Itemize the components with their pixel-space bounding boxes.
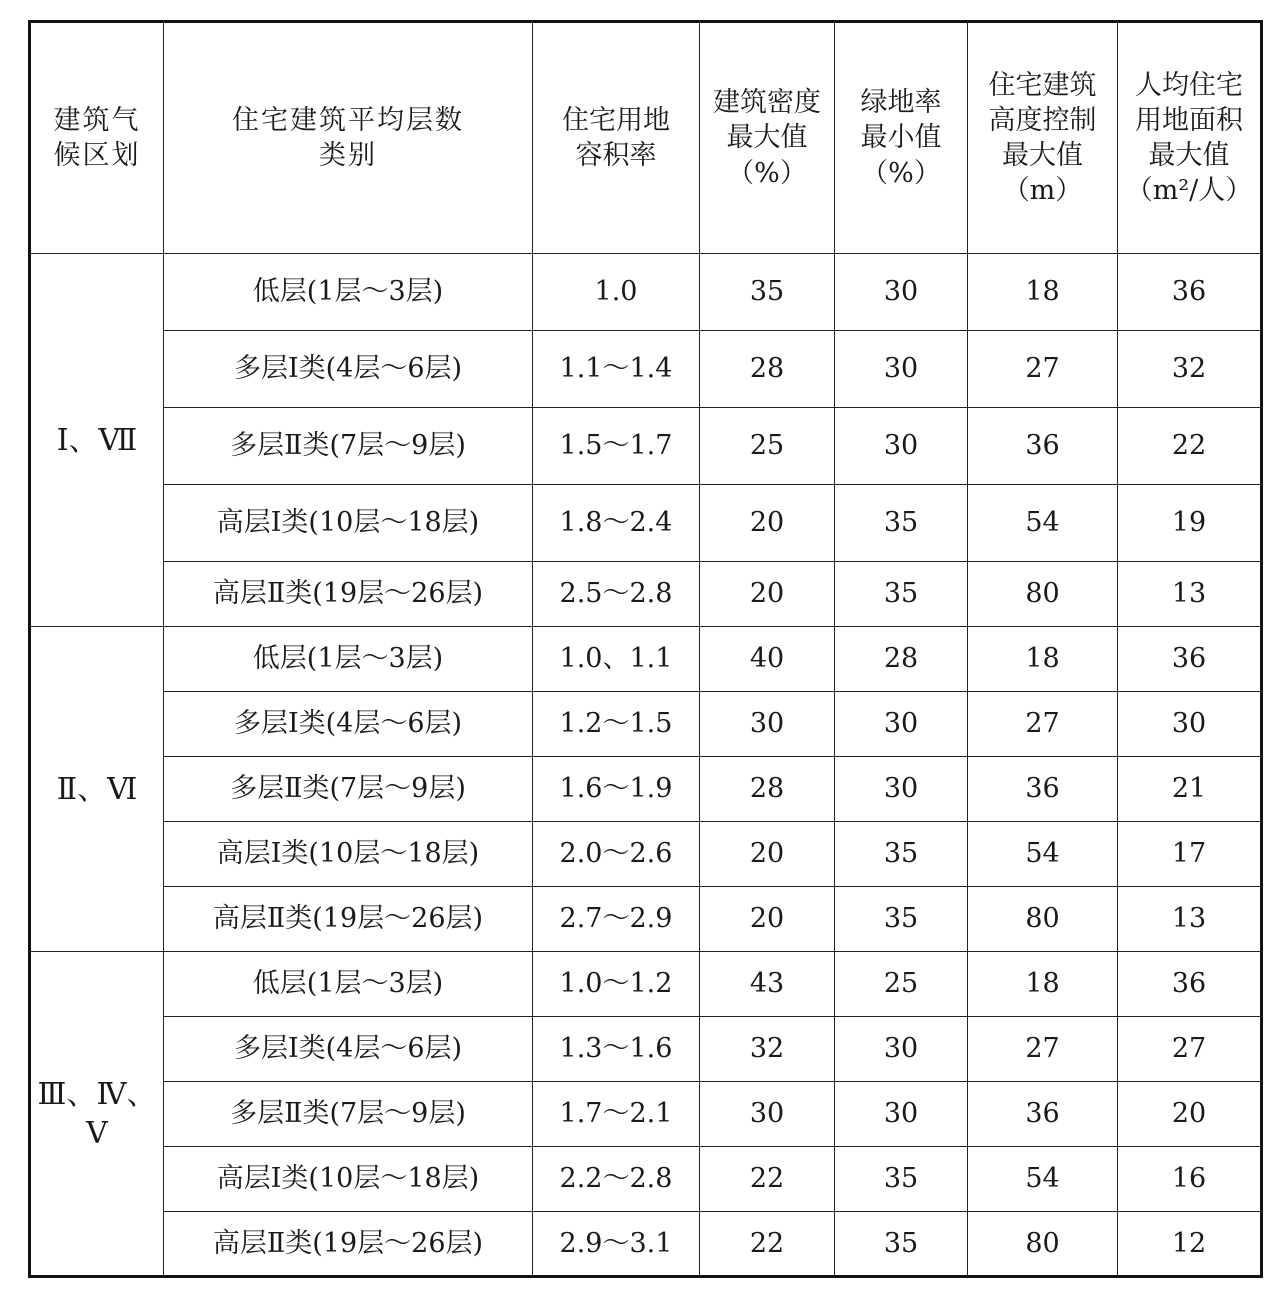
category-cell: 多层Ⅰ类(4层～6层) — [164, 1017, 533, 1082]
height-cell: 18 — [968, 254, 1118, 331]
density-cell: 35 — [700, 254, 835, 331]
green-cell: 30 — [835, 408, 968, 485]
category-cell: 多层Ⅱ类(7层～9层) — [164, 408, 533, 485]
area-cell: 16 — [1118, 1147, 1262, 1212]
area-cell: 22 — [1118, 408, 1262, 485]
area-cell: 13 — [1118, 562, 1262, 627]
category-cell: 低层(1层～3层) — [164, 627, 533, 692]
green-cell: 35 — [835, 562, 968, 627]
table-row — [30, 822, 1262, 887]
height-cell: 80 — [968, 562, 1118, 627]
zone-cell: Ⅱ、Ⅵ — [30, 627, 164, 952]
area-cell: 36 — [1118, 254, 1262, 331]
density-cell: 20 — [700, 485, 835, 562]
density-cell: 30 — [700, 692, 835, 757]
green-cell: 25 — [835, 952, 968, 1017]
far-cell: 1.1～1.4 — [533, 331, 700, 408]
table-row — [30, 485, 1262, 562]
residential-land-control-table — [28, 20, 1263, 1278]
density-cell: 32 — [700, 1017, 835, 1082]
category-cell: 高层Ⅱ类(19层～26层) — [164, 887, 533, 952]
density-cell: 28 — [700, 757, 835, 822]
height-cell: 36 — [968, 757, 1118, 822]
density-cell: 25 — [700, 408, 835, 485]
green-cell: 35 — [835, 1147, 968, 1212]
height-cell: 27 — [968, 331, 1118, 408]
area-cell: 32 — [1118, 331, 1262, 408]
height-cell: 54 — [968, 1147, 1118, 1212]
area-cell: 20 — [1118, 1082, 1262, 1147]
density-cell: 20 — [700, 887, 835, 952]
table-row — [30, 757, 1262, 822]
far-cell: 2.2～2.8 — [533, 1147, 700, 1212]
far-cell: 1.5～1.7 — [533, 408, 700, 485]
table-row — [30, 331, 1262, 408]
category-cell: 多层Ⅱ类(7层～9层) — [164, 1082, 533, 1147]
height-cell: 18 — [968, 627, 1118, 692]
area-cell: 13 — [1118, 887, 1262, 952]
green-cell: 35 — [835, 822, 968, 887]
far-cell: 1.0 — [533, 254, 700, 331]
category-cell: 高层Ⅱ类(19层～26层) — [164, 562, 533, 627]
header-green: 绿地率 最小值 （%） — [835, 22, 968, 254]
height-cell: 36 — [968, 1082, 1118, 1147]
table-row — [30, 1147, 1262, 1212]
far-cell: 1.8～2.4 — [533, 485, 700, 562]
height-cell: 80 — [968, 1212, 1118, 1277]
far-cell: 1.7～2.1 — [533, 1082, 700, 1147]
table-row — [30, 627, 1262, 692]
height-cell: 18 — [968, 952, 1118, 1017]
table-row — [30, 1017, 1262, 1082]
table-row — [30, 887, 1262, 952]
area-cell: 17 — [1118, 822, 1262, 887]
header-area: 人均住宅 用地面积 最大值 （m²/人） — [1118, 22, 1262, 254]
height-cell: 54 — [968, 822, 1118, 887]
green-cell: 28 — [835, 627, 968, 692]
header-zone: 建筑气 候区划 — [30, 22, 164, 254]
far-cell: 2.0～2.6 — [533, 822, 700, 887]
table-row — [30, 692, 1262, 757]
category-cell: 高层Ⅰ类(10层～18层) — [164, 485, 533, 562]
header-density: 建筑密度 最大值 （%） — [700, 22, 835, 254]
table-row — [30, 1212, 1262, 1277]
far-cell: 2.9～3.1 — [533, 1212, 700, 1277]
density-cell: 20 — [700, 822, 835, 887]
area-cell: 12 — [1118, 1212, 1262, 1277]
area-cell: 21 — [1118, 757, 1262, 822]
category-cell: 多层Ⅱ类(7层～9层) — [164, 757, 533, 822]
area-cell: 36 — [1118, 952, 1262, 1017]
category-cell: 高层Ⅱ类(19层～26层) — [164, 1212, 533, 1277]
category-cell: 高层Ⅰ类(10层～18层) — [164, 822, 533, 887]
header-row — [30, 22, 1262, 254]
green-cell: 30 — [835, 757, 968, 822]
height-cell: 80 — [968, 887, 1118, 952]
header-height: 住宅建筑 高度控制 最大值 （m） — [968, 22, 1118, 254]
area-cell: 27 — [1118, 1017, 1262, 1082]
height-cell: 54 — [968, 485, 1118, 562]
green-cell: 35 — [835, 1212, 968, 1277]
category-cell: 低层(1层～3层) — [164, 254, 533, 331]
zone-cell: Ⅲ、Ⅳ、Ⅴ — [30, 952, 164, 1277]
zone-cell: Ⅰ、Ⅶ — [30, 254, 164, 627]
far-cell: 1.6～1.9 — [533, 757, 700, 822]
density-cell: 43 — [700, 952, 835, 1017]
far-cell: 1.2～1.5 — [533, 692, 700, 757]
table-row — [30, 952, 1262, 1017]
height-cell: 27 — [968, 1017, 1118, 1082]
area-cell: 19 — [1118, 485, 1262, 562]
density-cell: 28 — [700, 331, 835, 408]
header-far: 住宅用地 容积率 — [533, 22, 700, 254]
height-cell: 27 — [968, 692, 1118, 757]
far-cell: 1.0、1.1 — [533, 627, 700, 692]
category-cell: 低层(1层～3层) — [164, 952, 533, 1017]
height-cell: 36 — [968, 408, 1118, 485]
area-cell: 36 — [1118, 627, 1262, 692]
density-cell: 20 — [700, 562, 835, 627]
green-cell: 30 — [835, 1082, 968, 1147]
far-cell: 1.3～1.6 — [533, 1017, 700, 1082]
table-row — [30, 1082, 1262, 1147]
green-cell: 35 — [835, 485, 968, 562]
table-row — [30, 254, 1262, 331]
green-cell: 35 — [835, 887, 968, 952]
category-cell: 多层Ⅰ类(4层～6层) — [164, 692, 533, 757]
density-cell: 22 — [700, 1212, 835, 1277]
density-cell: 40 — [700, 627, 835, 692]
density-cell: 22 — [700, 1147, 835, 1212]
green-cell: 30 — [835, 254, 968, 331]
category-cell: 高层Ⅰ类(10层～18层) — [164, 1147, 533, 1212]
green-cell: 30 — [835, 692, 968, 757]
far-cell: 1.0～1.2 — [533, 952, 700, 1017]
green-cell: 30 — [835, 1017, 968, 1082]
far-cell: 2.5～2.8 — [533, 562, 700, 627]
far-cell: 2.7～2.9 — [533, 887, 700, 952]
header-category: 住宅建筑平均层数 类别 — [164, 22, 533, 254]
density-cell: 30 — [700, 1082, 835, 1147]
area-cell: 30 — [1118, 692, 1262, 757]
green-cell: 30 — [835, 331, 968, 408]
category-cell: 多层Ⅰ类(4层～6层) — [164, 331, 533, 408]
table-row — [30, 562, 1262, 627]
table-row — [30, 408, 1262, 485]
